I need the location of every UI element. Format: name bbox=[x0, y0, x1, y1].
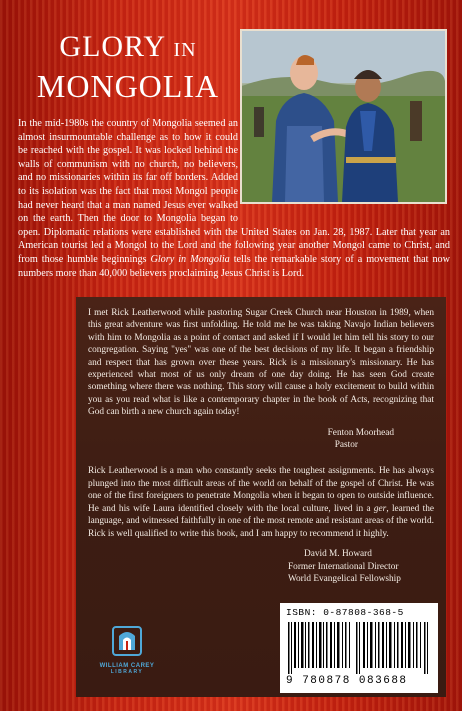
endorsement-2-text: Rick Leatherwood is a man who constantly seeks the toughest assignments. He has always plunged into the most difficult areas of the world on behalf of the gospel of Christ. He was one of the first foreigners to penetrate Mongolia when it began to open to outside influence. He and his wife Laura identified closely with the local culture, lived in a ger, learned the language, and witnessed faithfully in one of the most remote and resistant areas of the world. Rick is well qualified to write this book, and I am happy to recommend it highly. bbox=[88, 466, 435, 539]
title-word-glory: GLORY bbox=[59, 30, 165, 63]
endorsement-2-role-1: Former International Director bbox=[288, 561, 399, 572]
intro-paragraph bbox=[18, 117, 450, 280]
intro-book-title: Glory in Mongolia bbox=[150, 253, 230, 265]
barcode-digits: 9 780878 083688 bbox=[286, 675, 408, 687]
ger-word: ger bbox=[373, 503, 387, 514]
publisher-logo bbox=[92, 626, 162, 675]
photo-text-wrap-spacer bbox=[238, 117, 450, 213]
endorsement-1-role: Pastor bbox=[334, 440, 358, 451]
intro-text-end: tells the remarkable story of a movement that now numbers more than 40,000 believers proclaiming Jesus Christ is Lord. bbox=[18, 253, 450, 279]
book-title bbox=[18, 30, 238, 105]
publisher-emblem-icon bbox=[112, 626, 142, 656]
endorsement-1-name: Fenton Moorhead bbox=[327, 427, 394, 438]
publisher-name-line-2: LIBRARY bbox=[110, 669, 144, 675]
title-line-1 bbox=[18, 30, 238, 67]
endorsement-1-text: I met Rick Leatherwood while pastoring Sugar Creek Church near Houston in 1989, when this great adventure was first unfolding. He told me he was taking Navajo Indian believers with him to Mongolia as a point of contact and asked if I would let him tell his story to our congregation. Saying "yes" was one of the best decisions of my life. It began a friendship and respect that has grown over these years. Rick is a missionary's missionary. He has experienced what most of us only dream of one day doing. He has seen God create something where there was nothing. This story will cause a holy excitement to build within you as you read what is like a contemporary chapter in the book of Acts, recognizing that God can birth a new church again today! bbox=[88, 308, 434, 418]
isbn-label: ISBN: 0-87808-368-5 bbox=[286, 607, 404, 618]
publisher-name-line-1: WILLIAM CAREY bbox=[99, 663, 155, 669]
title-word-in: IN bbox=[173, 39, 197, 61]
title-line-2: MONGOLIA bbox=[36, 68, 220, 104]
intro-text: In the mid-1980s the country of Mongolia seemed an almost insurmountable challenge as to how it could be reached with the gospel. It was locked behind the walls of communism with no church, no believers, and no missionaries within its far off borders. Added to its isolation was the fact that most Mongol people had never heard that a man named Jesus ever walked on the earth. Then the door to Mongolia began to open. Diplomatic relations were established with the United States on Jan. 28, 1987. Later that year an American tourist led a Mongol to the Lord and the following year another Mongol came to Christ, and from those humble beginnings bbox=[18, 118, 450, 265]
barcode-box bbox=[280, 603, 438, 693]
endorsement-2-name: David M. Howard bbox=[304, 548, 372, 559]
barcode-bars-icon bbox=[286, 622, 432, 674]
endorsement-2-role-2: World Evangelical Fellowship bbox=[288, 574, 401, 585]
